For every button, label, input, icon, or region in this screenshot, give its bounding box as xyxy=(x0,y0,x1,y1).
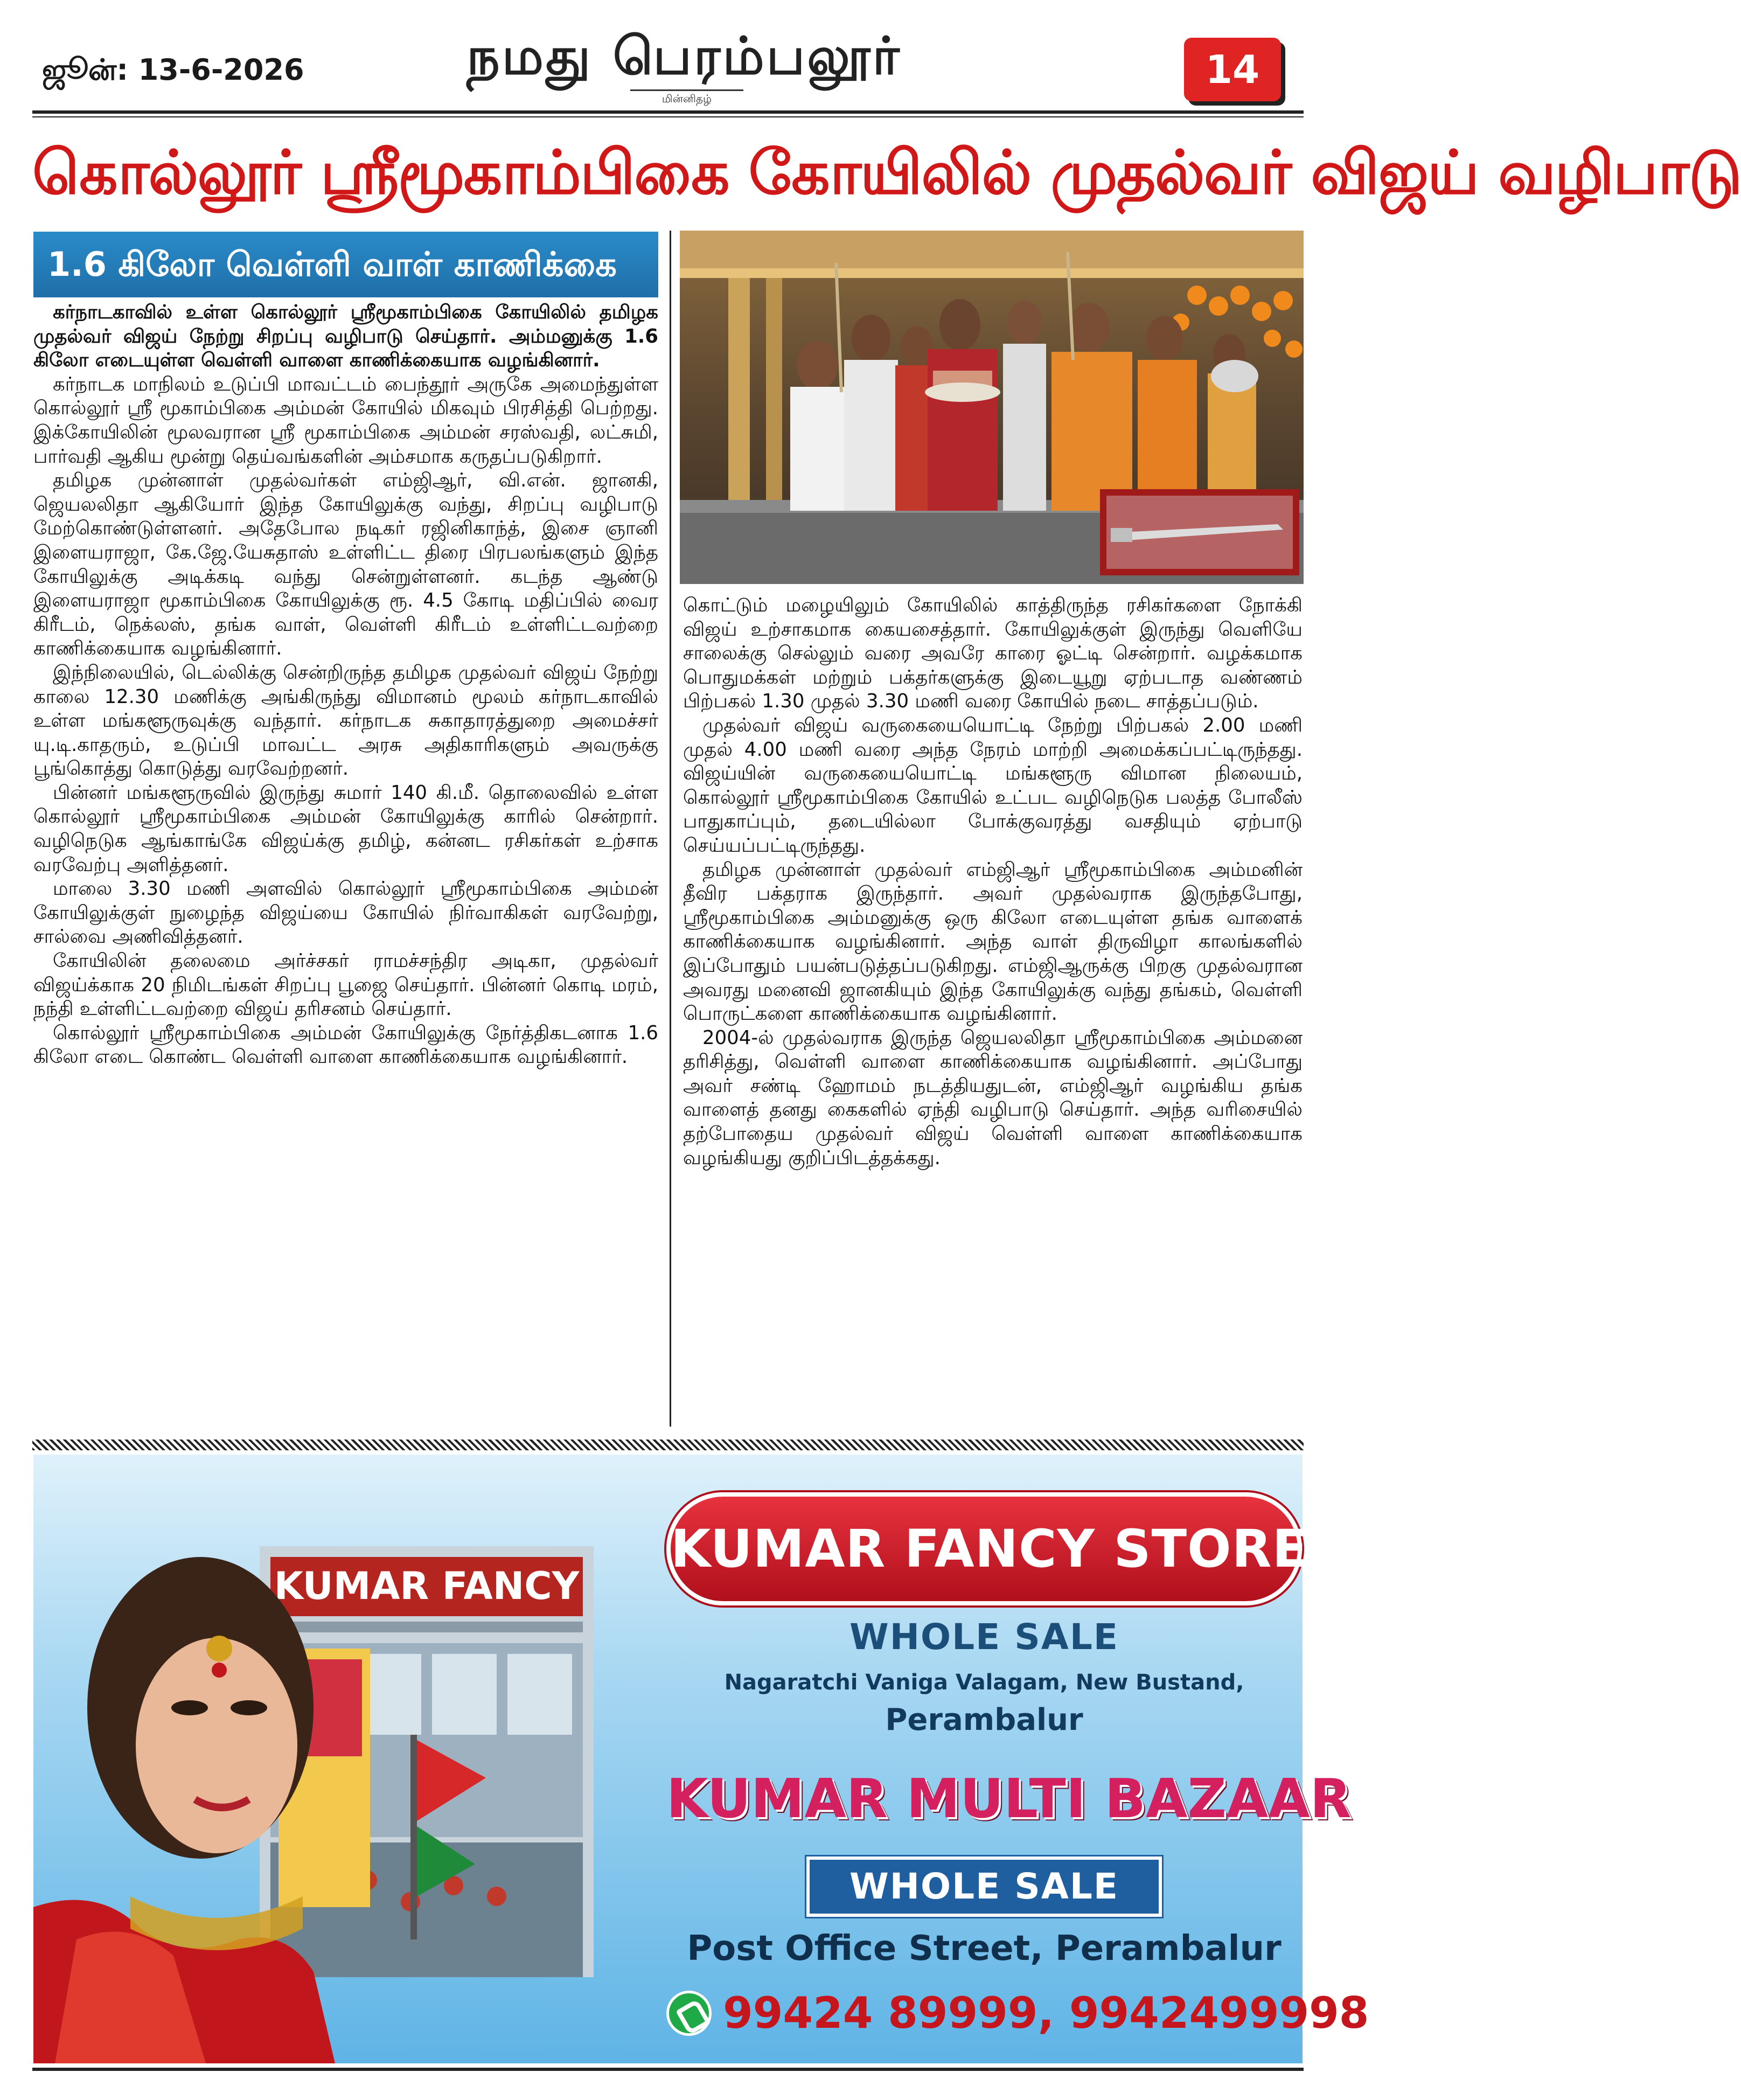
article-paragraph: முதல்வர் விஜய் வருகையையொட்டி நேற்று பிற்பகல் 2.00 மணி முதல் 4.00 மணி வரை அந்த நேரம் மாற்றி அமைக்கப்பட்டிருந்தது. விஜய்யின் வருகையையொட்டி மங்களூரு விமான நிலையம், கொல்லூர் ஸ்ரீமூகாம்பிகை கோயில் உட்பட வழிநெடுக பலத்த போலீஸ் பாதுகாப்பும், தடையில்லா போக்குவரத்து வசதியும் ஏற்பாடு செய்யப்பட்டிருந்தது. xyxy=(683,714,1303,857)
phone-numbers: 99424 89999, 9942499998 xyxy=(723,1988,1369,2038)
bazaar-address: Post Office Street, Perambalur xyxy=(687,1929,1282,1969)
article-paragraph: மாலை 3.30 மணி அளவில் கொல்லூர் ஸ்ரீமூகாம்பிகை அம்மன் கோயிலுக்குள் நுழைந்த விஜய்யை கோயில் நிர்வாகிகள் வரவேற்று, சால்வை அணிவித்தனர். xyxy=(33,878,658,948)
column-divider xyxy=(670,231,671,1427)
masthead xyxy=(32,22,1304,119)
issue-date: ஜூன்: 13-6-2026 xyxy=(42,53,304,87)
page-number-badge: 14 xyxy=(1184,38,1281,101)
store-address-line-1: Nagaratchi Vaniga Valagam, New Bustand, xyxy=(724,1670,1244,1695)
ad-illustration xyxy=(33,1455,669,2063)
article-paragraph: தமிழக முன்னாள் முதல்வர்கள் எம்ஜிஆர், வி.என். ஜானகி, ஜெயலலிதா ஆகியோர் இந்த கோயிலுக்கு வந்து, சிறப்பு வழிபாடு மேற்கொண்டுள்ளனர். அதேபோல நடிகர் ரஜினிகாந்த், இசை ஞானி இளையராஜா, கே.ஜே.யேசுதாஸ் உள்ளிட்ட திரை பிரபலங்களும் இந்த கோயிலுக்கு அடிக்கடி வந்து சென்றுள்ளனர். கடந்த ஆண்டு இளையராஜா மூகாம்பிகை கோயிலுக்கு ரூ. 4.5 கோடி மதிப்பில் வைர கிரீடம், நெக்லஸ், தங்க வாள், வெள்ளி கிரீடம் உள்ளிட்டவற்றை காணிக்கையாக வழங்கினார். xyxy=(33,469,658,660)
article-lead-paragraph: கர்நாடகாவில் உள்ள கொல்லூர் ஸ்ரீமூகாம்பிகை கோயிலில் தமிழக முதல்வர் விஜய் நேற்று சிறப்பு வழிபாடு செய்தார். அம்மனுக்கு 1.6 கிலோ எடையுள்ள வெள்ளி வாளை காணிக்கையாக வழங்கினார். xyxy=(33,301,658,372)
ad-border-bottom xyxy=(32,2068,1304,2071)
whatsapp-phone-icon xyxy=(666,1991,712,2036)
article-column-right xyxy=(683,594,1303,1170)
main-headline: கொல்லூர் ஸ்ரீமூகாம்பிகை கோயிலில் முதல்வர் விஜய் வழிபாடு xyxy=(32,138,1741,208)
store-address-line-2: Perambalur xyxy=(885,1702,1083,1737)
article-column-left xyxy=(33,301,658,1069)
article-paragraph: கொல்லூர் ஸ்ரீமூகாம்பிகை அம்மன் கோயிலுக்கு நேர்த்திகடனாக 1.6 கிலோ எடை கொண்ட வெள்ளி வாளை காணிக்கையாக வழங்கினார். xyxy=(33,1021,658,1068)
ad-border-top xyxy=(32,1440,1304,1450)
wholesale-badge: WHOLE SALE xyxy=(806,1856,1162,1917)
bazaar-name: KUMAR MULTI BAZAAR xyxy=(666,1767,1352,1830)
article-paragraph: கர்நாடக மாநிலம் உடுப்பி மாவட்டம் பைந்தூர் அருகே அமைந்துள்ள கொல்லூர் ஸ்ரீ மூகாம்பிகை அம்மன் கோயில் மிகவும் பிரசித்தி பெற்றது. இக்கோயிலின் மூலவரான ஸ்ரீ மூகாம்பிகை அம்மன் சரஸ்வதி, லட்சுமி, பார்வதி ஆகிய மூன்று தெய்வங்களின் அம்சமாக கருதப்படுகிறார். xyxy=(33,373,658,468)
advertisement xyxy=(33,1455,1369,2063)
temple-photo-illustration xyxy=(680,231,1304,584)
article-paragraph: தமிழக முன்னாள் முதல்வர் எம்ஜிஆர் ஸ்ரீமூகாம்பிகை அம்மனின் தீவிர பக்தராக இருந்தார். அவர் முதல்வராக இருந்தபோது, ஸ்ரீமூகாம்பிகை அம்மனுக்கு ஒரு கிலோ எடையுள்ள தங்க வாளைக் காணிக்கையாக வழங்கினார். அந்த வாள் திருவிழா காலங்களில் இப்போதும் பயன்படுத்தப்படுகிறது. எம்ஜிஆருக்கு பிறகு முதல்வரான அவரது மனைவி ஜானகியும் இந்த கோயிலுக்கு வந்து தங்கம், வெள்ளி பொருட்களை காணிக்கையாக வழங்கினார். xyxy=(683,858,1303,1025)
article-paragraph: இந்நிலையில், டெல்லிக்கு சென்றிருந்த தமிழக முதல்வர் விஜய் நேற்று காலை 12.30 மணிக்கு அங்கிருந்து விமானம் மூலம் கர்நாடகாவில் உள்ள மங்களூருவுக்கு வந்தார். கர்நாடக சுகாதாரத்துறை அமைச்சர் யு.டி.காதரும், உடுப்பி மாவட்ட அரசு அதிகாரிகளும் அவருக்கு பூங்கொத்து கொடுத்து வரவேற்றனர். xyxy=(33,661,658,780)
article-paragraph: கொட்டும் மழையிலும் கோயிலில் காத்திருந்த ரசிகர்களை நோக்கி விஜய் உற்சாகமாக கையசைத்தார். கோயிலுக்குள் இருந்து வெளியே சாலைக்கு செல்லும் வரை அவரே காரை ஓட்டி சென்றார். வழக்கமாக பொதுமக்கள் மற்றும் பக்தர்களுக்கு இடையூறு ஏற்படாத வண்ணம் பிற்பகல் 1.30 முதல் 3.30 மணி வரை கோயில் நடை சாத்தப்படும். xyxy=(683,594,1303,713)
masthead-rule xyxy=(32,110,1304,114)
article-paragraph: பின்னர் மங்களூருவில் இருந்து சுமார் 140 கி.மீ. தொலைவில் உள்ள கொல்லூர் ஸ்ரீமூகாம்பிகை அம்மன் கோயிலுக்கு காரில் சென்றார். வழிநெடுக ஆங்காங்கே விஜய்க்கு தமிழ், கன்னட ரசிகர்கள் உற்சாக வரவேற்பு அளித்தனர். xyxy=(33,781,658,876)
store-name-banner: KUMAR FANCY STORE xyxy=(666,1492,1302,1605)
article-subhead: 1.6 கிலோ வெள்ளி வாள் காணிக்கை xyxy=(33,232,658,297)
store-sign-text: KUMAR FANCY xyxy=(274,1564,580,1608)
temple-photo xyxy=(680,231,1304,584)
article-paragraph: கோயிலின் தலைமை அர்ச்சகர் ராமச்சந்திர அடிகா, முதல்வர் விஜய்க்காக 20 நிமிடங்கள் சிறப்பு பூஜை செய்தார். பின்னர் கொடி மரம், நந்தி உள்ளிட்டவற்றை விஜய் தரிசனம் செய்தார். xyxy=(33,950,658,1020)
wholesale-label: WHOLE SALE xyxy=(849,1616,1119,1658)
article-paragraph: 2004-ல் முதல்வராக இருந்த ஜெயலலிதா ஸ்ரீமூகாம்பிகை அம்மனை தரிசித்து, வெள்ளி வாளை காணிக்கையாக வழங்கினார். அப்போது அவர் சண்டி ஹோமம் நடத்தியதுடன், எம்ஜிஆர் வழங்கிய தங்க வாளைத் தனது கைகளில் ஏந்தி வழிபாடு செய்தார். அந்த வரிசையில் தற்போதைய முதல்வர் விஜய் வெள்ளி வாளை காணிக்கையாக வழங்கியது குறிப்பிடத்தக்கது. xyxy=(683,1026,1303,1169)
phone-row xyxy=(666,1988,1369,2038)
newspaper-subtitle: மின்னிதழ் xyxy=(630,89,743,107)
newspaper-title: நமது பெரம்பலூர் xyxy=(466,26,902,86)
masthead-rule-thin xyxy=(32,116,1304,117)
